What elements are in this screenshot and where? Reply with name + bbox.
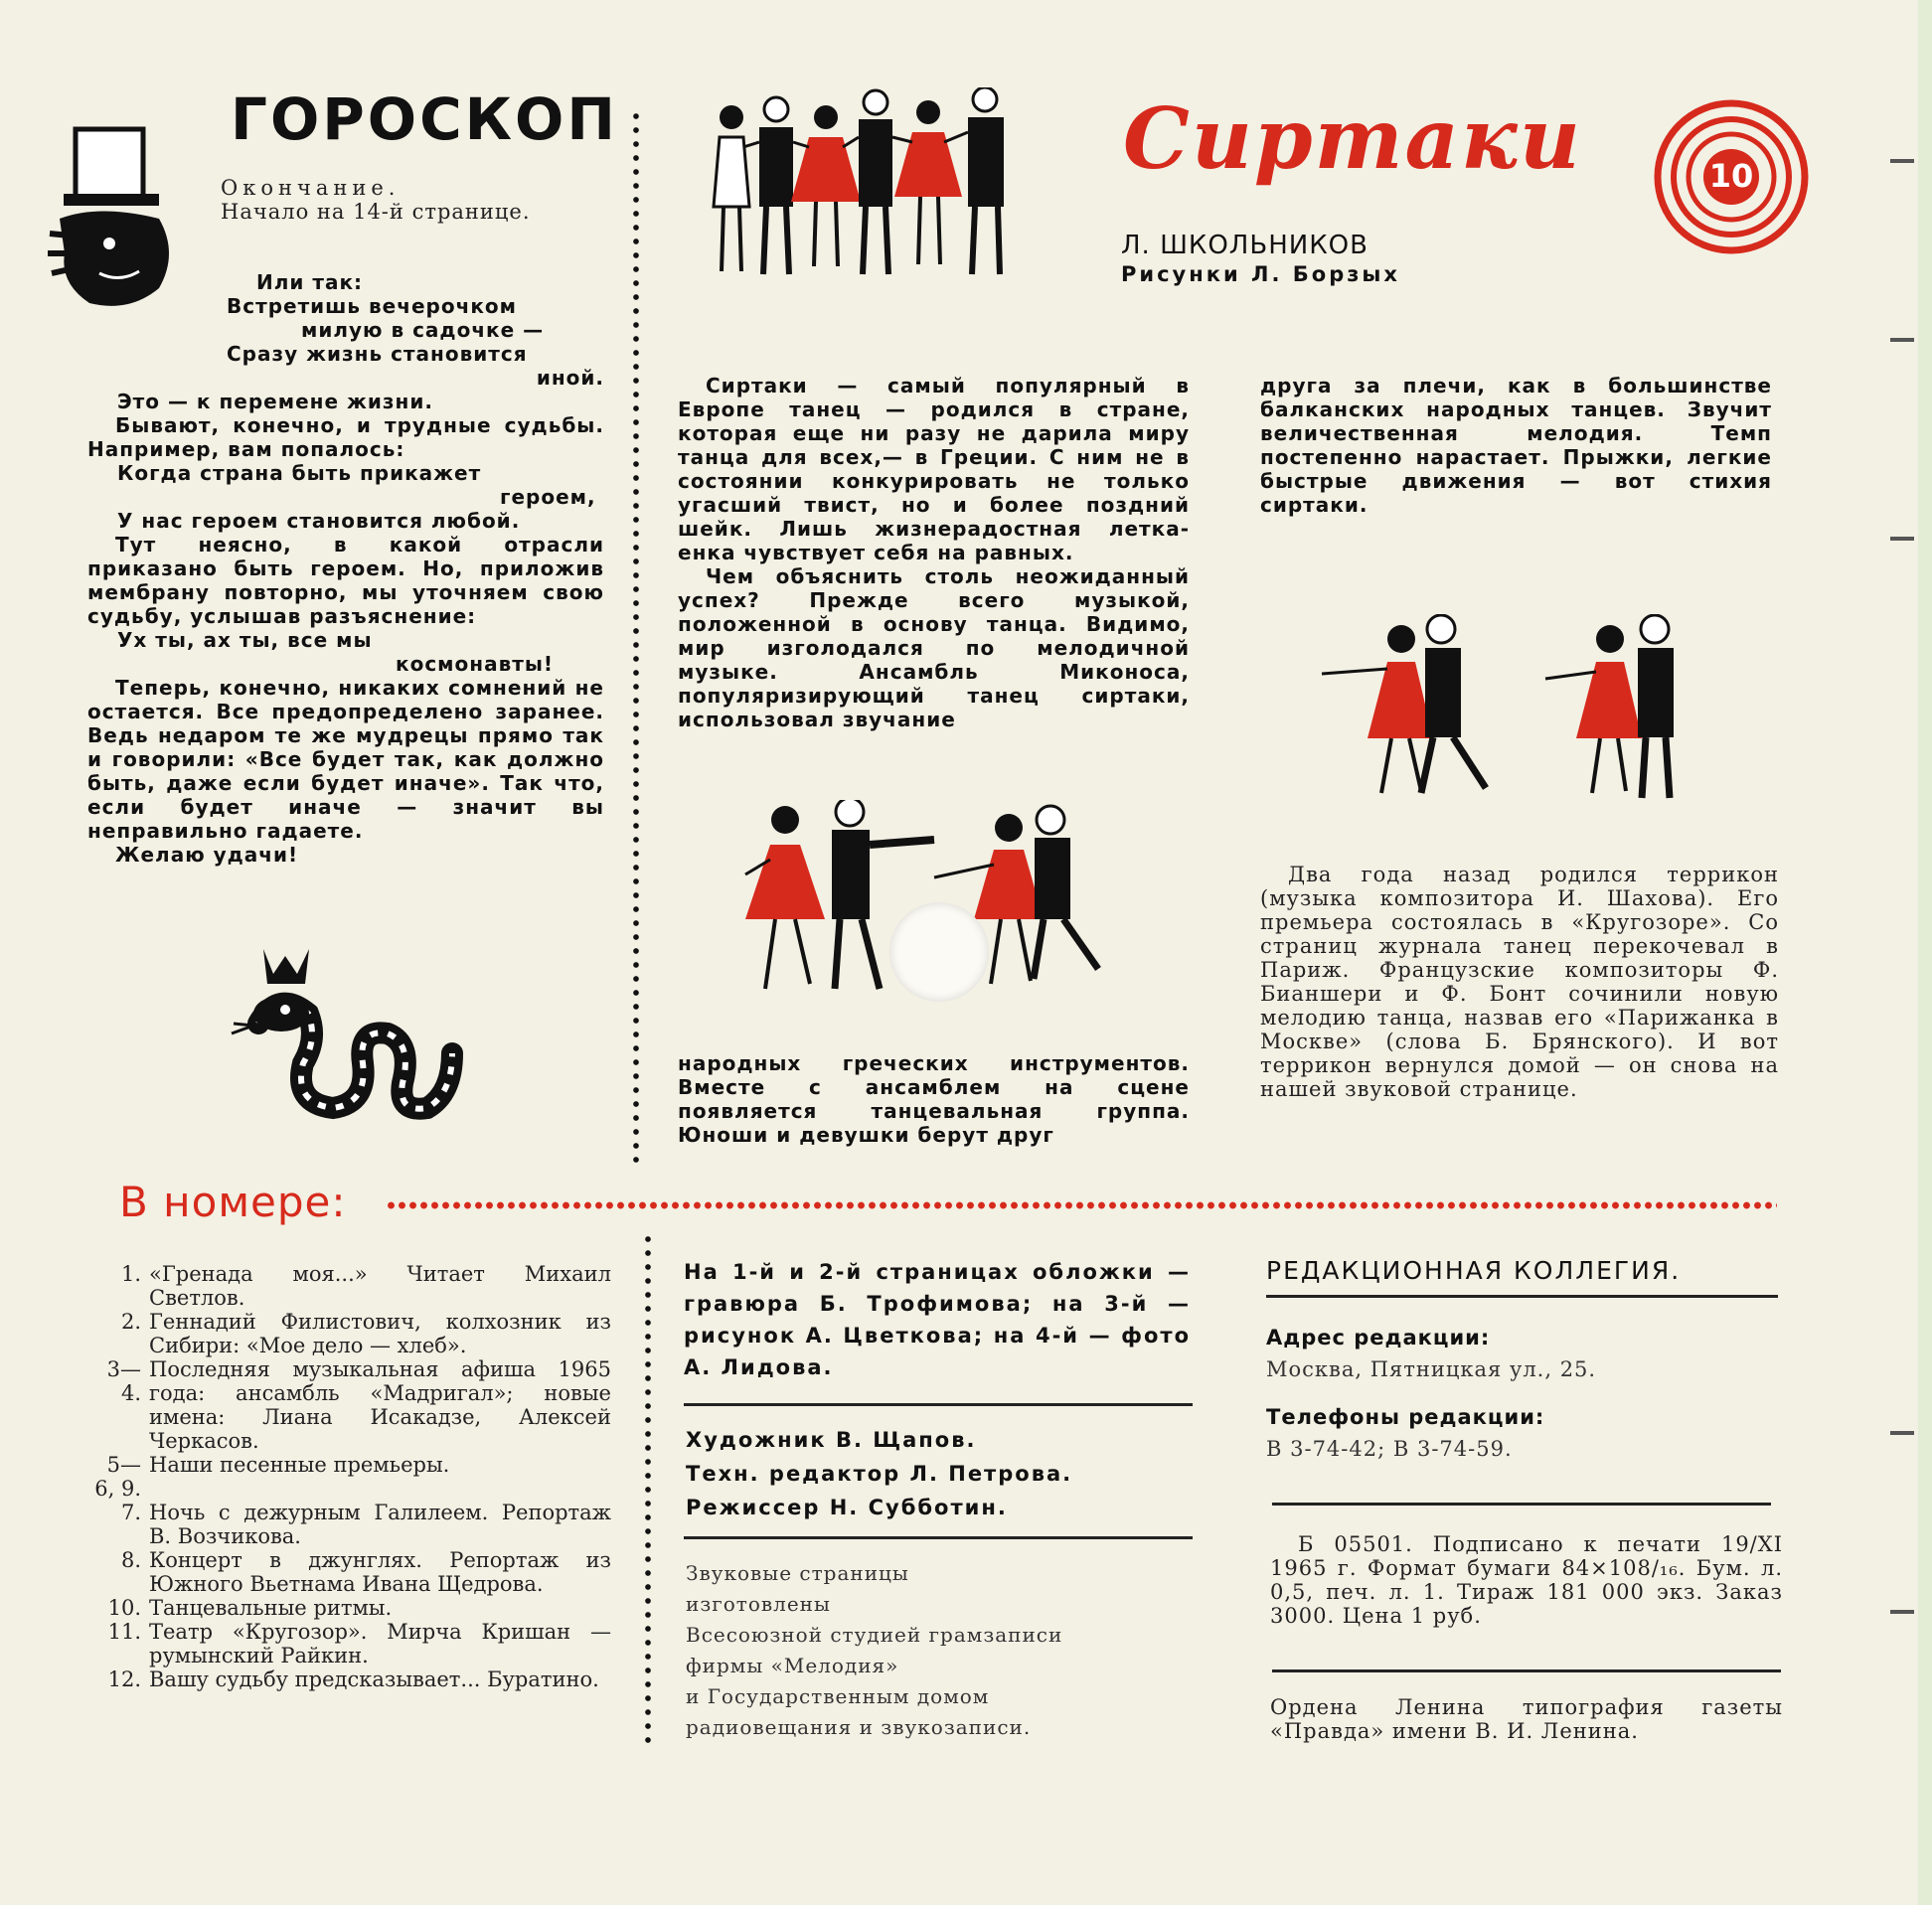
divider-rule [1272,1669,1781,1672]
list-item [91,1501,611,1548]
list-item-text: Последняя музыкальная афиша 1965 года: ансамбль «Мадригал»; новые имена: Лиана Исакадзе, Алексей Черкасов. [149,1357,611,1453]
poem1-line: Сразу жизнь становится [227,342,528,366]
sirtaki-title: Сиртаки [1123,89,1582,188]
list-item [91,1667,611,1691]
sirtaki-column-2 [1260,374,1772,517]
contents-dotted-rule [386,1200,1777,1210]
edge-mark [1890,537,1914,541]
list-item [91,1262,611,1310]
list-item [91,1596,611,1620]
crowned-snake-illustration [224,944,472,1128]
paragraph: Тут неясно, в какой отрасли приказано быть героем. Но, приложив мембрану повторно, мы уточняем свою судьбу, услышав разъяснение: [87,533,604,628]
print-imprint: Б 05501. Подписано к печати 19/XI 1965 г. Формат бумаги 84×108/₁₆. Бум. л. 0,5, печ. л. 1. Тираж 181 000 экз. Заказ 3000. Цена 1 руб. [1270,1532,1783,1628]
paragraph: Теперь, конечно, никаких сомнений не остается. Все предопределено заранее. Ведь недаром те же мудрецы прямо так и говорили: «Все будет так, как должно быть, даже если будет иначе». Так что, если будет иначе — значит вы неправильно гадаете. [87,676,604,843]
list-item [91,1310,611,1357]
sirtaki-column-2-serif [1260,863,1779,1101]
horoscope-subtitle-2: Начало на 14-й странице. [221,200,531,224]
divider-rule [684,1536,1193,1539]
cover-note: На 1-й и 2-й страницах обложки — гравюра Б. Трофимова; на 3-й — рисунок А. Цветкова; на 4-й — фото А. Лидова. [684,1260,1191,1379]
edge-mark [1890,338,1914,342]
list-item-number: 10. [107,1596,141,1620]
poem2-line: У нас героем становится любой. [117,509,521,533]
list-item-number: 7. [120,1501,141,1524]
list-item-text: «Гренада моя...» Читает Михаил Светлов. [149,1262,611,1310]
address-value: Москва, Пятницкая ул., 25. [1266,1357,1597,1381]
poem1-line: милую в садочке — [301,318,545,342]
paragraph: Два года назад родился террикон (музыка композитора И. Шахова). Его премьера состоялась в «Кругозоре». Со страниц журнала танец перекочевал в Париж. Французские композиторы Ф. Бианшери и Ф. Бонт сочинили новую мелодию танца, назвав его «Парижанка в Москве» (слова Б. Брянского). И вот террикон вернулся домой — он снова на нашей звуковой странице. [1260,863,1779,1101]
paragraph: Чем объяснить столь неожиданный успех? Прежде всего музыкой, положенной в основу танца. Видимо, мир изголодался по мелодичной музыке. Ансамбль Миконоса, популяризирующий танец сиртаки, использовал звучание [678,564,1190,731]
list-item [91,1620,611,1667]
column-divider [644,1232,652,1749]
list-item-text: Концерт в джунглях. Репортаж из Южного Вьетнама Ивана Щедрова. [149,1548,611,1596]
list-item-number: 1. [120,1262,141,1286]
list-item-number: 5—6, 9. [94,1453,141,1501]
artist-credit: Художник В. Щапов. [686,1428,977,1452]
column-divider [632,109,640,1163]
horoscope-title: ГОРОСКОП [231,85,618,153]
paragraph: Бывают, конечно, и трудные судьбы. Например, вам попалось: [87,413,604,461]
list-item [91,1357,611,1453]
sound-line: изготовлены [686,1592,831,1616]
list-item-number: 8. [120,1548,141,1572]
edge-mark [1890,159,1914,163]
dancing-couples-illustration [1322,614,1719,803]
address-label: Адрес редакции: [1266,1326,1491,1349]
divider-rule [1272,1503,1771,1506]
paragraph: друга за плечи, как в большинстве балканских народных танцев. Звучит величественная мелодия. Темп постепенно нарастает. Прыжки, легкие быстрые движения — вот стихия сиртаки. [1260,374,1772,517]
poem3-line: космонавты! [396,652,555,676]
list-item-number: 11. [107,1620,141,1644]
editorial-board: РЕДАКЦИОННАЯ КОЛЛЕГИЯ. [1266,1256,1682,1285]
list-item-text: Вашу судьбу предсказывает... Буратино. [149,1667,599,1691]
horoscope-body [87,270,604,867]
director-credit: Режиссер Н. Субботин. [686,1496,1008,1519]
list-item-number: 3—4. [106,1357,141,1405]
sirtaki-column-1 [678,374,1190,731]
record-hole [889,902,989,1002]
sound-line: и Государственным домом [686,1684,990,1708]
paragraph: Сиртаки — самый популярный в Европе танец — родился в стране, которая еще ни разу не дарила миру танца для всех,— в Греции. С ним не в состоянии конкурировать не только угасший твист, но и более поздний шейк. Лишь жизнерадостная летка-енка чувствует себя на равных. [678,374,1190,564]
poem1-line: Встретишь вечерочком [227,294,517,318]
list-item [91,1453,611,1501]
edge-mark [1890,1610,1914,1614]
divider-rule [1266,1295,1778,1298]
paragraph: Это — к перемене жизни. [117,390,433,413]
list-item-text: Геннадий Филистович, колхозник из Сибири: «Мое дело — хлеб». [149,1310,611,1357]
edge-mark [1890,1431,1914,1435]
printer-note: Ордена Ленина типография газеты «Правда» имени В. И. Ленина. [1270,1695,1783,1743]
poem1-line: иной. [536,366,604,390]
list-item-text: Ночь с дежурным Галилеем. Репортаж В. Возчикова. [149,1501,611,1548]
dancers-line-illustration [702,87,1059,276]
sound-line: Всесоюзной студией грамзаписи [686,1623,1063,1647]
divider-rule [684,1403,1193,1406]
sirtaki-author: Л. ШКОЛЬНИКОВ [1121,231,1368,260]
poem2-line: Когда страна быть прикажет [117,461,482,485]
page-number: 10 [1708,157,1754,195]
contents-list [91,1262,611,1691]
page-edge-shadow [1918,0,1932,1905]
sound-line: фирмы «Мелодия» [686,1654,899,1677]
list-item-text: Театр «Кругозор». Мирча Кришан — румынский Райкин. [149,1620,611,1667]
poem1-intro: Или так: [256,270,364,294]
tech-editor-credit: Техн. редактор Л. Петрова. [686,1462,1073,1486]
list-item-number: 12. [107,1667,141,1691]
contents-heading: В номере: [119,1178,347,1226]
poem2-line: героем, [500,485,596,509]
poem3-line: Ух ты, ах ты, все мы [117,628,373,652]
phones-value: В 3-74-42; В 3-74-59. [1266,1437,1513,1461]
horoscope-subtitle-1: Окончание. [221,176,401,200]
list-item-text: Наши песенные премьеры. [149,1453,450,1477]
paragraph: Желаю удачи! [115,843,299,867]
list-item-number: 2. [120,1310,141,1334]
sirtaki-illustrator: Рисунки Л. Борзых [1121,262,1400,286]
staff-credits [686,1423,1193,1524]
phones-label: Телефоны редакции: [1266,1405,1545,1429]
paragraph: народных греческих инструментов. Вместе с ансамблем на сцене появляется танцевальная группа. Юноши и девушки берут друг [678,1051,1190,1147]
list-item [91,1548,611,1596]
sound-line: радиовещания и звукозаписи. [686,1715,1032,1739]
sirtaki-column-1-continued [678,1051,1190,1147]
sound-line: Звуковые страницы [686,1561,909,1585]
sound-pages-note [686,1558,1062,1743]
list-item-text: Танцевальные ритмы. [149,1596,393,1620]
